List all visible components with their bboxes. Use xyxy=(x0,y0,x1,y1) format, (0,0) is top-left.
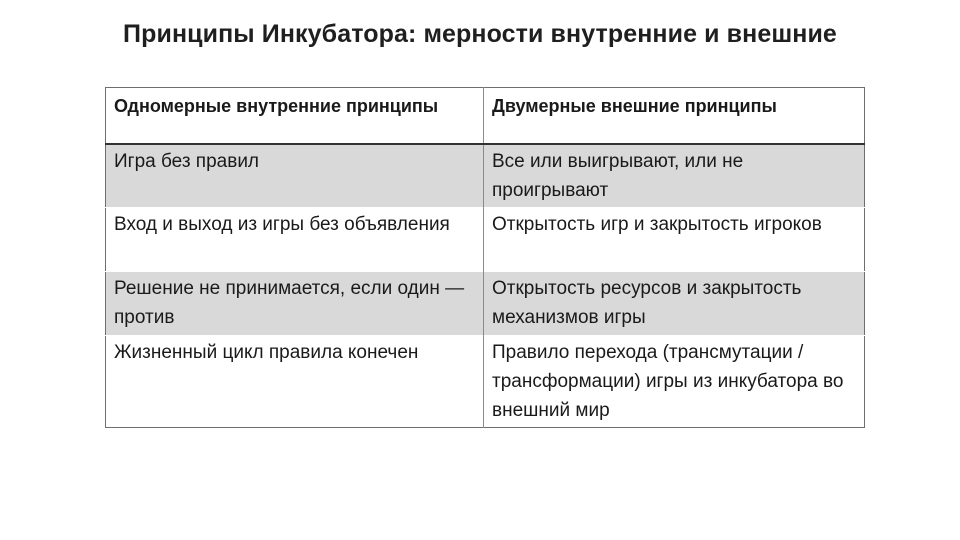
table-row xyxy=(106,208,865,272)
table-cell-external: Правило перехода (трансмутации / трансформации) игры из инкубатора во внешний мир xyxy=(484,336,865,428)
table-cell-internal: Вход и выход из игры без объявления xyxy=(106,208,484,272)
table-row xyxy=(106,272,865,336)
table-header-row xyxy=(106,88,865,144)
header-internal-principles: Одномерные внутренние принципы xyxy=(106,88,484,144)
header-external-principles: Двумерные внешние принципы xyxy=(484,88,865,144)
table-row xyxy=(106,144,865,208)
table-cell-external: Открытость игр и закрытость игроков xyxy=(484,208,865,272)
table-cell-internal: Игра без правил xyxy=(106,144,484,208)
table-cell-external: Открытость ресурсов и закрытость механизмов игры xyxy=(484,272,865,336)
principles-table xyxy=(105,87,865,428)
table-cell-internal: Решение не принимается, если один — против xyxy=(106,272,484,336)
table-row xyxy=(106,336,865,428)
table-cell-external: Все или выигрывают, или не проигрывают xyxy=(484,144,865,208)
principles-table-container xyxy=(105,87,864,428)
slide-title: Принципы Инкубатора: мерности внутренние и внешние xyxy=(123,20,837,48)
table-cell-internal: Жизненный цикл правила конечен xyxy=(106,336,484,428)
